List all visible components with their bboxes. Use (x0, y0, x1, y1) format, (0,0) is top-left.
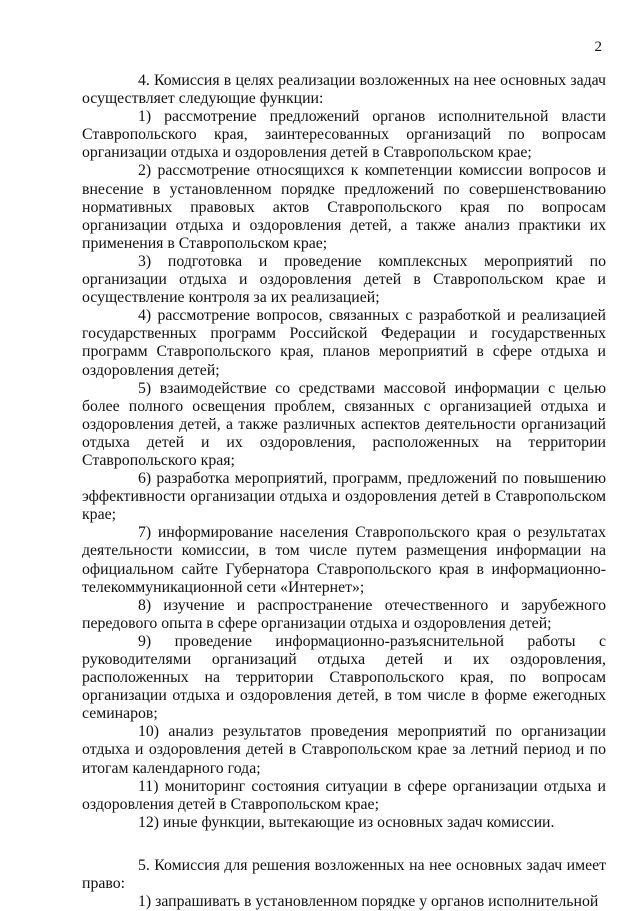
section-4-item-3: 3) подготовка и проведение комплексных мероприятий по организации отдыха и оздоровления детей в Ставропольском крае и осуществление контроля за их реализацией; (82, 252, 606, 307)
section-4-item-9: 9) проведение информационно-разъяснительной работы с руководителями организаций отдыха детей и их оздоровления, расположенных на территории Ставропольского края, по вопросам организации отдыха и оздоровления детей, в том числе в форме ежегодных семинаров; (82, 632, 606, 723)
document-body (82, 72, 606, 911)
section-4-item-1: 1) рассмотрение предложений органов исполнительной власти Ставропольского края, заинтересованных организаций по вопросам организации отдыха и оздоровления детей в Ставропольском крае; (82, 108, 606, 162)
section-4-item-10: 10) анализ результатов проведения мероприятий по организации отдыха и оздоровления детей в Ставропольском крае за летний период и по итогам календарного года; (82, 723, 606, 777)
section-4-item-4: 4) рассмотрение вопросов, связанных с разработкой и реализацией государственных программ Российской Федерации и государственных программ Ставропольского края, планов мероприятий в сфере отдыха и оздоровления детей; (82, 307, 606, 379)
section-4-item-8: 8) изучение и распространение отечественного и зарубежного передового опыта в сфере организации отдыха и оздоровления детей; (82, 596, 606, 632)
section-4-item-11: 11) мониторинг состояния ситуации в сфере организации отдыха и оздоровления детей в Ставропольском крае; (82, 777, 606, 813)
section-4-item-2: 2) рассмотрение относящихся к компетенции комиссии вопросов и внесение в установленном порядке предложений по совершенствованию нормативных правовых актов Ставропольского края по вопросам организации отдыха и оздоровления детей, а также анализ практики их применения в Ставропольском крае; (82, 162, 606, 252)
section-5-item-1: 1) запрашивать в установленном порядке у органов исполнительной (138, 893, 599, 911)
section-4-item-5: 5) взаимодействие со средствами массовой информации с целью более полного освещения проблем, связанных с организацией отдыха и оздоровления детей, а также различных аспектов деятельности организаций отдыха детей и их оздоровления, расположенных на территории Ставропольского края; (82, 379, 606, 469)
section-4-item-7: 7) информирование населения Ставропольского края о результатах деятельности комиссии, в том числе путем размещения информации на официальном сайте Губернатора Ставропольского края в информационно-телекоммуникационной сети «Интернет»; (82, 524, 606, 596)
section-spacer (82, 832, 606, 857)
section-4-intro: 4. Комиссия в целях реализации возложенных на нее основных задач осуществляет следующие функции: (82, 72, 606, 108)
section-5-intro: 5. Комиссия для решения возложенных на нее основных задач имеет право: (82, 856, 606, 893)
page-number: 2 (594, 39, 602, 55)
section-4-item-6: 6) разработка мероприятий, программ, предложений по повышению эффективности организации отдыха и оздоровления детей в Ставропольском крае; (82, 470, 606, 524)
section-4-item-12: 12) иные функции, вытекающие из основных задач комиссии. (138, 813, 555, 831)
